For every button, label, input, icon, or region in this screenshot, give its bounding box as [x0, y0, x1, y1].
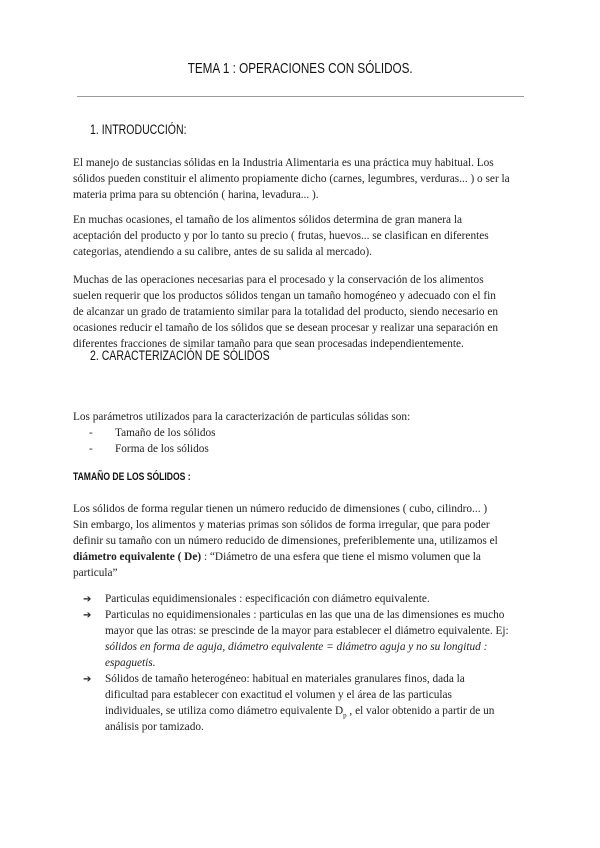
list-item [73, 441, 410, 457]
text-line [73, 655, 509, 671]
heading-text: 2. CARACTERIZACIÓN DE SÓLIDOS [90, 348, 270, 363]
list-item [73, 591, 509, 607]
italic-example: espaguetis. [105, 657, 156, 669]
paragraph [73, 155, 510, 203]
text-line: análisis por tamizado. [105, 721, 204, 733]
text-line: definir su tamaño con un número reducido de dimensiones, preferiblemente una, utilizamos el [73, 535, 498, 547]
text-line [73, 639, 509, 655]
text-line: Los parámetros utilizados para la caracterización de particulas sólidas son: [73, 411, 411, 423]
paragraph [73, 501, 498, 581]
list-item-text: Forma de los sólidos [115, 443, 209, 455]
text-line: diferentes fracciones de similar tamaño para que sean procesadas independientemente. [73, 338, 464, 350]
text-line: materia prima para su obtención ( harina, levadura... ). [73, 189, 319, 201]
text-line: aceptación del producto y por lo tanto su precio ( frutas, huevos... se clasifican en diferentes [73, 230, 489, 242]
text-line [73, 703, 509, 719]
arrow-list [73, 591, 509, 735]
bold-term: diámetro equivalente ( De) [73, 551, 202, 563]
arrow-icon: ➔ [83, 594, 92, 605]
list-item [73, 671, 509, 687]
text-line: de alcanzar un grado de tratamiento similar para la totalidad del producto, siendo necesario en [73, 306, 499, 318]
text-line: mayor que las otras: se prescinde de la mayor para establecer el diámetro equivalente. Ej: [105, 625, 509, 637]
dash-bullet: - [89, 443, 93, 455]
list-item-text: Tamaño de los sólidos [115, 427, 216, 439]
list-item [73, 425, 410, 441]
subheading-tamano [73, 471, 224, 483]
text-line [73, 549, 498, 565]
text-line: categorias, atendiendo a su calibre, antes de su salida al mercado). [73, 246, 372, 258]
subscript: p [343, 711, 347, 720]
section-heading-introduccion [90, 122, 214, 138]
list-item-text: Particulas no equidimensionales : particulas en las que una de las dimensiones es mucho [105, 609, 505, 621]
text-line: dificultad para establecer con exactitud el volumen y el área de las particulas [105, 689, 452, 701]
arrow-icon: ➔ [83, 674, 92, 685]
parameters-list [73, 409, 410, 457]
list-item [73, 607, 509, 623]
paragraph [73, 272, 498, 352]
title-text: TEMA 1 : OPERACIONES CON SÓLIDOS. [187, 60, 413, 77]
text-line: Sin embargo, los alimentos y materias primas son sólidos de forma irregular, que para poder [73, 519, 490, 531]
italic-example: sólidos en forma de aguja, diámetro equivalente = diámetro aguja y no su longitud : [105, 641, 488, 653]
section-heading-caracterizacion [90, 348, 320, 364]
title-divider [77, 96, 524, 97]
subheading-text: TAMAÑO DE LOS SÓLIDOS : [73, 471, 191, 483]
definition-text: : “Diámetro de una esfera que tiene el mismo volumen que la [201, 551, 481, 563]
list-item-text: Sólidos de tamaño heterogéneo: habitual en materiales granulares finos, dada la [105, 673, 465, 685]
list-item-text: Particulas equidimensionales : especificación con diámetro equivalente. [105, 593, 430, 605]
text-line: particula” [73, 567, 118, 579]
dash-bullet: - [89, 427, 93, 439]
page-title [0, 60, 600, 78]
text-line: suelen requerir que los productos sólidos tengan un tamaño homogéneo y adecuado con el fin [73, 290, 496, 302]
text-line: ocasiones reducir el tamaño de los sólidos que se desean procesar y realizar una separación en [73, 322, 499, 334]
text-line: En muchas ocasiones, el tamaño de los alimentos sólidos determina de gran manera la [73, 214, 462, 226]
arrow-icon: ➔ [83, 610, 92, 621]
heading-text: 1. INTRODUCCIÓN: [90, 122, 187, 137]
text-line: El manejo de sustancias sólidas en la Industria Alimentaria es una práctica muy habitual. Los [73, 157, 494, 169]
text-span: individuales, se utiliza como diámetro equivalente D [105, 705, 344, 717]
text-line: sólidos pueden constituir el alimento propiamente dicho (carnes, legumbres, verduras... ) o ser la [73, 173, 510, 185]
paragraph [73, 212, 489, 260]
text-line: Los sólidos de forma regular tienen un número reducido de dimensiones ( cubo, cilindro... ) [73, 503, 488, 515]
text-span: , el valor obtenido a partir de un [346, 705, 495, 717]
text-line: Muchas de las operaciones necesarias para el procesado y la conservación de los alimentos [73, 274, 484, 286]
